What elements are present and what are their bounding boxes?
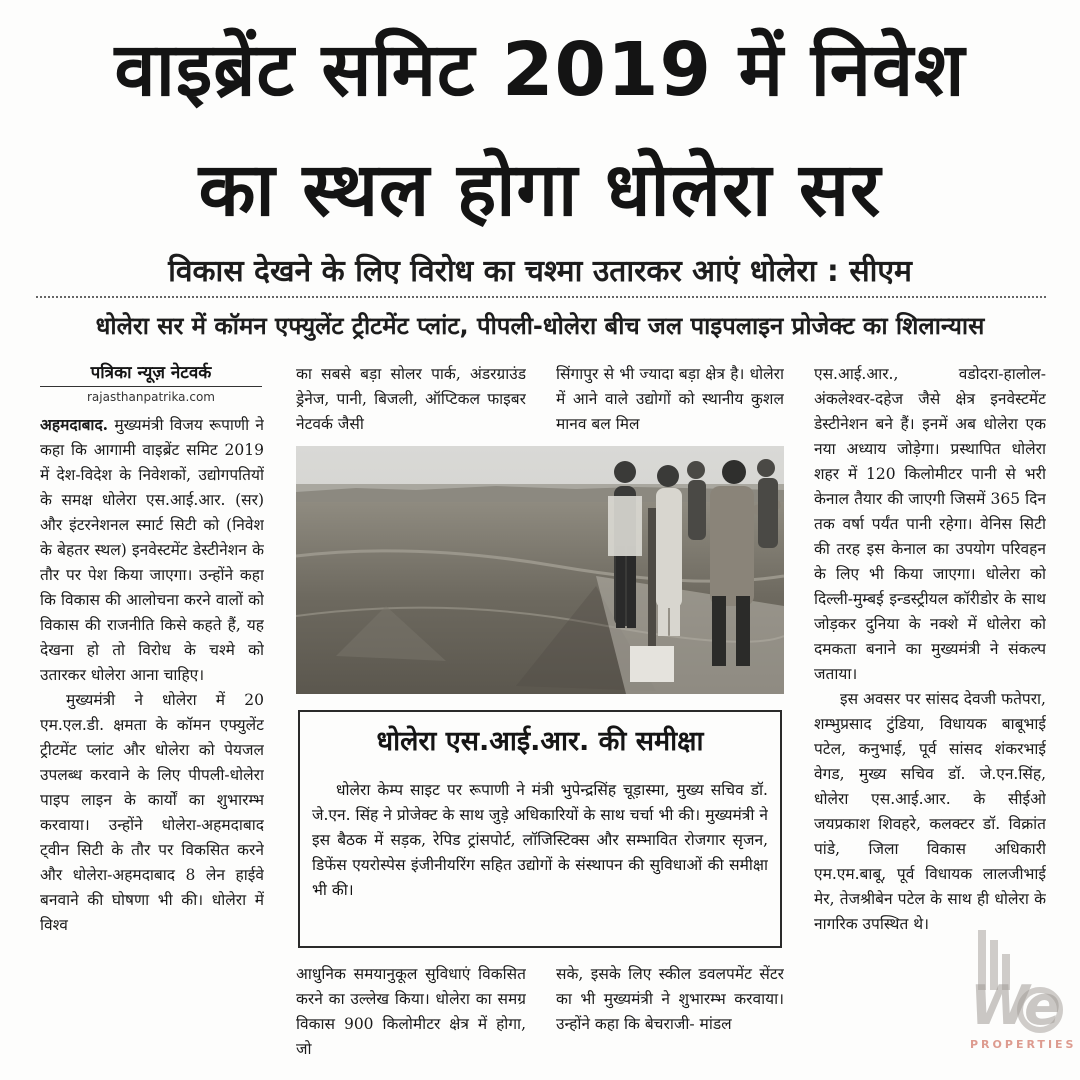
review-box-title: धोलेरा एस.आई.आर. की समीक्षा bbox=[376, 726, 704, 757]
article-column-3-top: सिंगापुर से भी ज्यादा बड़ा क्षेत्र है। धोलेरा में आने वाले उद्योगों को स्थानीय कुशल मानव बल मिल bbox=[556, 365, 784, 433]
article-column-1 bbox=[40, 412, 264, 1072]
headline-line-1: वाइब्रेंट समिट 2019 में निवेश bbox=[114, 27, 966, 113]
byline-rule bbox=[40, 386, 262, 387]
byline-website: rajasthanpatrika.com bbox=[87, 390, 215, 404]
divider bbox=[36, 296, 1046, 298]
deck-line: धोलेरा सर में कॉमन एफ्युलेंट ट्रीटमेंट प्लांट, पीपली-धोलेरा बीच जल पाइपलाइन प्रोजेक्ट का शिलान्यास bbox=[95, 312, 985, 340]
headline-line-2: का स्थल होगा धोलेरा सर bbox=[198, 147, 882, 233]
watermark-tagline: PROPERTIES bbox=[970, 1038, 1077, 1051]
watermark-logo-text: We bbox=[970, 974, 1059, 1037]
watermark-logo bbox=[900, 930, 1077, 1060]
column1-para1: मुख्यमंत्री विजय रूपाणी ने कहा कि आगामी वाइब्रेंट समिट 2019 में देश-विदेश के निवेशकों, उद्योगपतियों के समक्ष धोलेरा एस.आई.आर. (सर) और इंटरनेशनल स्मार्ट सिटी को (निवेश के बेहतर स्थल) इनवेस्टमेंट डेस्टीनेशन के तौर पर पेश किया जाएगा। उन्होंने कहा कि विकास की आलोचना करने वालों को विकास की राजनीति किसे कहते हैं, यह देखना हो तो विरोध के चश्मे को उतारकर धोलेरा आना चाहिए। bbox=[40, 416, 264, 684]
column4-para1: एस.आई.आर., वडोदरा-हालोल-अंकलेश्वर-दहेज जैसे क्षेत्र इनवेस्टमेंट डेस्टीनेशन बने हैं। इनमें अब धोलेरा एक नया अध्याय जोड़ेगा। प्रस्थापित धोलेरा शहर में 120 किलोमीटर पानी से भरी केनाल तैयार की जाएगी जिसमें 365 दिन तक वर्षा पर्यंत पानी रहेगा। वेनिस सिटी की तरह इस केनाल का उपयोग परिवहन के लिए भी किया जाएगा। धोलेरा को दिल्ली-मुम्बई इन्डस्ट्रीयल कॉरीडोर के साथ जोड़कर दुनिया के नक्शे में धोलेरा को दमकता बनाने का मुख्यमंत्री ने संकल्प जताया। bbox=[814, 365, 1046, 683]
article-column-2-top: का सबसे बड़ा सोलर पार्क, अंडरग्राउंड ड्रेनेज, पानी, बिजली, ऑप्टिकल फाइबर नेटवर्क जैसी bbox=[296, 365, 526, 433]
article-column-2-bottom: आधुनिक समयानुकूल सुविधाएं विकसित करने का उल्लेख किया। धोलेरा का समग्र विकास 900 किलोमीटर क्षेत्र में होगा, जो bbox=[296, 965, 526, 1058]
review-box-body: धोलेरा केम्प साइट पर रूपाणी ने मंत्री भुपेन्द्रसिंह चूड़ास्मा, मुख्य सचिव डॉ. जे.एन. सिंह ने प्रोजेक्ट के साथ जुड़े अधिकारियों के साथ चर्चा भी की। मुख्यमंत्री ने इस बैठक में सड़क, रेपिड ट्रांसपोर्ट, लॉजिस्टिक्स और सम्भावित रोजगार सृजन, डिफेंस एयरोस्पेस इंजीनीयरिंग सहित उद्योगों के संस्थापन की सुविधाओं की समीक्षा भी की। bbox=[312, 781, 768, 899]
news-photo bbox=[296, 446, 784, 694]
article-column-3-bottom: सके, इसके लिए स्कील डवलपमेंट सेंटर का भी मुख्यमंत्री ने शुभारम्भ करवाया। उन्होंने कहा कि बेचराजी- मांडल bbox=[556, 965, 784, 1033]
column1-para2: मुख्यमंत्री ने धोलेरा में 20 एम.एल.डी. क्षमता के कॉमन एफ्युलेंट ट्रीटमेंट प्लांट और धोलेरा को पेयजल उपलब्ध करवाने के लिए पीपली-धोलेरा पाइप लाइन के कार्यों का शुभारम्भ करवाया। उन्होंने धोलेरा-अहमदाबाद ट्वीन सिटी के तौर पर विकसित करने और धोलेरा-अहमदाबाद 8 लेन हाईवे बनवाने की घोषणा भी की। धोलेरा में विश्व bbox=[40, 691, 264, 934]
column4-para2: इस अवसर पर सांसद देवजी फतेपरा, शम्भुप्रसाद टुंडिया, विधायक बाबूभाई पटेल, कनुभाई, पूर्व सांसद शंकरभाई वेगड, मुख्य सचिव डॉ. जे.एन.सिंह, धोलेरा एस.आई.आर. के सीईओ जयप्रकाश शिवहरे, कलक्टर डॉ. विक्रांत पांडे, जिला विकास अधिकारी एम.एम.बाबू, पूर्व विधायक लालजीभाई मेर, तेजश्रीबेन पटेल के साथ ही धोलेरा के नागरिक उपस्थित थे। bbox=[814, 690, 1046, 933]
subheadline: विकास देखने के लिए विरोध का चश्मा उतारकर आएं धोलेरा : सीएम bbox=[168, 254, 912, 289]
review-box bbox=[298, 710, 782, 948]
byline-network: पत्रिका न्यूज़ नेटवर्क bbox=[90, 363, 212, 383]
dateline: अहमदाबाद. bbox=[40, 415, 109, 434]
